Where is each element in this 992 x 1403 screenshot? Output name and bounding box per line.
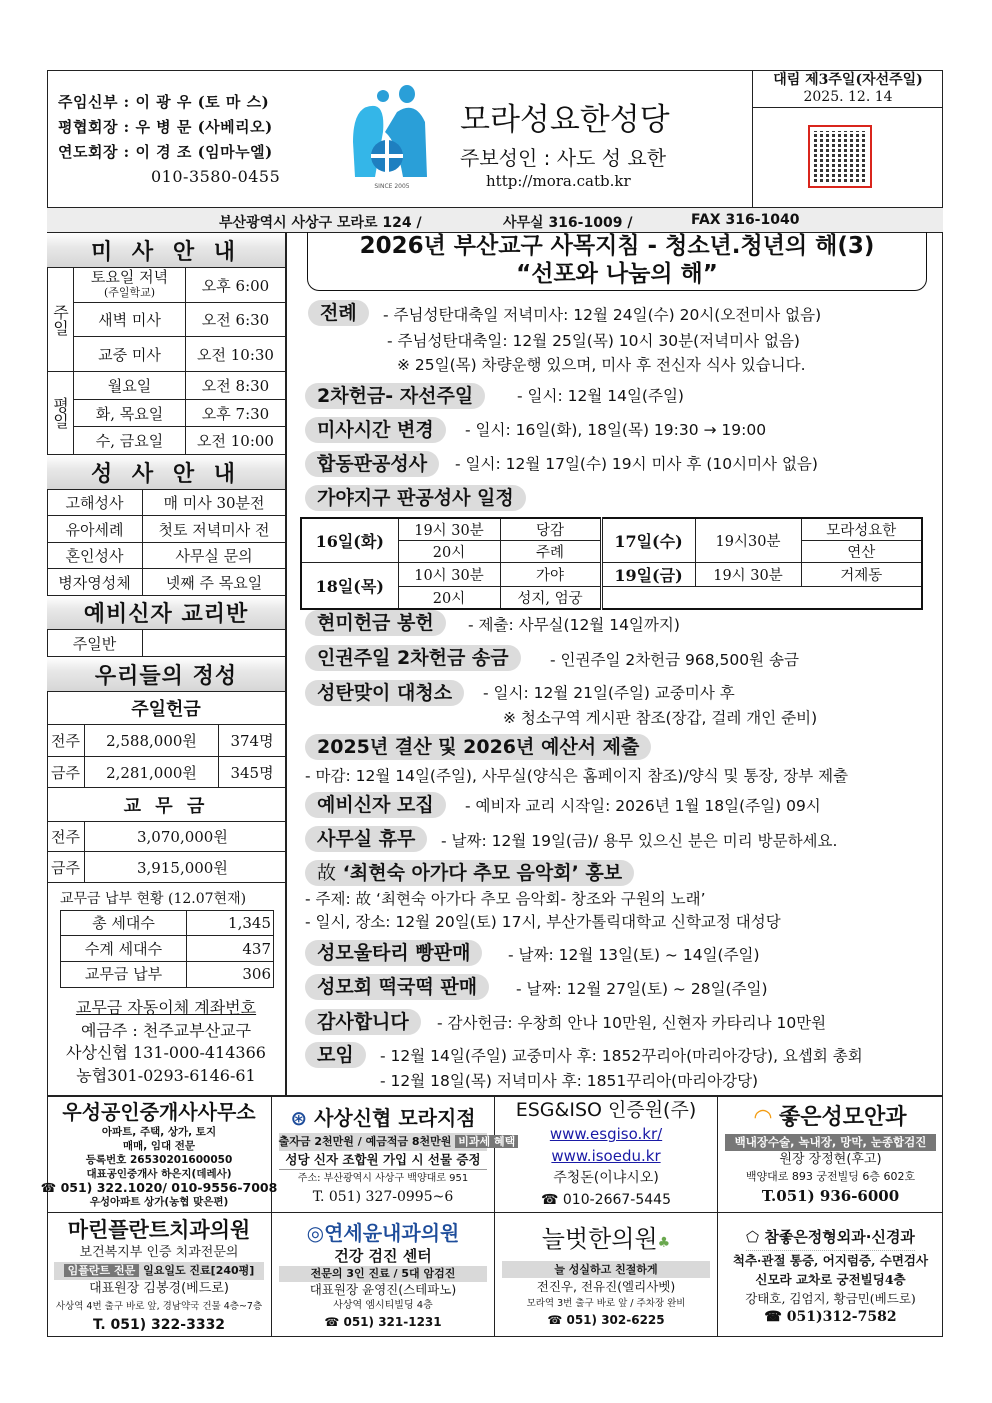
mass-row [47,303,285,337]
liturgy-note: ※ 25일(목) 차량운행 있으며, 미사 후 전신자 식사 있습니다. [397,356,806,374]
sacrament-row [47,569,285,596]
church-name: 모라성요한성당 [460,102,670,138]
meeting-line: - 12월 18일(목) 저녁미사 후: 1851꾸리아(마리아강당) [380,1072,759,1090]
ad-band-tag: 비과세 혜택 [455,1135,518,1148]
pastoral-theme-title: 2026년 부산교구 사목지침 - 청소년.청년의 해(3) [359,233,875,259]
collection-people: 345명 [219,757,285,788]
ad-line: 대표공인중개사 하은지(데레사) [86,1168,232,1180]
meeting-line: - 12월 14일(주일) 교중미사 후: 1852꾸리아(마리아강당), 요셉회 총회 [380,1047,863,1065]
fax-number: FAX 316-1040 [691,212,800,228]
catechumen-info [143,630,285,657]
gaya-parish: 당감 [500,518,601,541]
gaya-time: 10시 30분 [398,563,500,587]
ad-title: 참좋은정형외과·신경과 [764,1227,915,1246]
ad-title: 연세윤내과의원 [324,1221,460,1245]
thanks-text: - 감사헌금: 우창희 안나 10만원, 신현자 카타리나 10만원 [437,1014,827,1032]
ad-title: 늘벗한의원 [541,1225,658,1253]
section-rice-offering: 현미헌금 봉헌 [305,610,446,636]
ad-band: 출자금 2천만원 / 예금적금 8천만원 [278,1134,452,1148]
sacrament-info: 첫토 저녁미사 전 [143,516,285,543]
section-ricecake-sale: 성모회 떡국떡 판매 [305,974,489,1000]
church-website-link[interactable]: http://mora.catb.kr [486,172,631,190]
section-memorial-concert [305,860,634,886]
budget-text: - 마감: 12월 14일(주일), 사무실(양식은 홈페이지 참조)/양식 및 통장, 장부 제출 [305,767,849,785]
ad-phone: ☎ 051)312-7582 [764,1308,897,1325]
sacrament-info: 매 미사 30분전 [143,490,285,516]
collection-week: 금주 [47,757,85,788]
gaya-parish: 주례 [500,541,601,563]
catechumen-title: 예비신자 교리반 [47,596,285,630]
mass-row [47,427,285,455]
ad-dental [47,1213,272,1337]
dues-row [47,822,285,852]
church-phone: 010-3580-0455 [151,167,281,186]
catechumen-class: 주일반 [47,630,143,657]
ad-line: 대표원장 윤영진(스테파노) [309,1282,457,1297]
ad-band-tag: 임플란트 전문 [64,1264,140,1277]
ad-line: 대표원장 김봉경(베드로) [89,1281,229,1296]
gaya-time: 20시 [398,587,500,610]
concert-prefix: 故 [317,862,337,884]
mass-row [47,268,285,303]
mass-time: 오전 10:30 [186,337,285,372]
sacrament-row [47,490,285,516]
sacrament-name: 고해성사 [47,490,143,516]
account-number-shinhyup: 사상신협 131-000-414366 [66,1043,266,1062]
gaya-time: 19시 30분 [695,563,801,587]
office-phone: 사무실 316-1009 / [503,215,633,231]
rice-offering-text: - 제출: 사무실(12월 14일까지) [468,616,680,634]
dues-amount: 3,070,000원 [85,822,285,852]
catechumen-row [47,630,285,657]
orthopedics-logo-icon: ⬠ [746,1227,760,1246]
gaya-date: 18일(목) [301,563,398,610]
status-value: 437 [242,940,271,958]
ad-band: 백내장수술, 녹내장, 망막, 눈종합검진 [725,1134,937,1151]
gaya-parish: 가야 [500,563,601,587]
ad-eye-clinic [718,1096,943,1213]
patron-saint: 주보성인 : 사도 성 요한 [460,146,667,170]
section-penance: 합동판공성사 [305,451,439,477]
gaya-parish: 모라성요한 [801,518,922,541]
liturgy-line: - 주님성탄대축일 저녁미사: 12월 24일(수) 20시(오전미사 없음) [383,306,822,324]
ad-line: 주소: 부산광역시 사상구 백양대로 951 [297,1172,469,1184]
staff-council-president: 평협회장 : 우 병 문 (사베리오) [58,118,273,136]
ad-title: ESG&ISO 인증원(주) [515,1099,697,1121]
yonsei-logo-icon: ◎ [306,1221,325,1245]
address-bar [47,207,943,233]
collection-row [47,757,285,788]
ad-title: 우성공인중개사사무소 [62,1100,256,1124]
gaya-penance-table [300,517,923,610]
human-rights-text: - 인권주일 2차헌금 968,500원 송금 [550,651,799,669]
dues-title: 교 무 금 [47,788,285,822]
ad-title: 사상신협 모라지점 [314,1105,476,1130]
concert-line: - 주제: 故 ‘최현숙 아가다 추모 음악회- 창조와 구원의 노래’ [305,890,706,908]
collection-people: 374명 [219,725,285,757]
ad-line: 사상역 4번 출구 바로 앞, 경남약국 건물 4층~7층 [55,1301,263,1312]
ad-title: 마린플란트치과의원 [67,1218,251,1242]
ad-line: 아파트, 주택, 상가, 토지 [101,1126,217,1138]
sunday-label: 주일 [47,268,74,372]
isoedu-link[interactable]: www.isoedu.kr [551,1147,661,1165]
bulletin-date: 2025. 12. 14 [803,89,893,105]
section-liturgy: 전례 [308,300,369,326]
ad-phone: ☎ 051) 321-1231 [324,1315,442,1329]
gaya-time: 19시30분 [695,518,801,563]
ad-line: 척추·관절 통증, 어지럼증, 수면검사 [732,1252,929,1268]
penance-text: - 일시: 12월 17일(수) 19시 미사 후 (10시미사 없음) [455,455,818,473]
cleaning-text: - 일시: 12월 21일(주일) 교중미사 후 [483,684,735,702]
ad-phone: T. 051) 327-0995~6 [312,1188,454,1205]
account-number-nonghyup: 농협301-0293-6146-61 [76,1065,256,1085]
ad-line: 등록번호 26530201600050 [85,1154,233,1166]
ad-line: 사상역 엠시티빌딩 4층 [333,1300,433,1311]
mass-name: 화, 목요일 [74,400,186,427]
section-thanks: 감사합니다 [305,1009,421,1035]
account-holder: 예금주 : 천주교부산교구 [80,1020,252,1040]
ad-credit-union [272,1096,516,1213]
ad-band: 일요일도 진료[240평] [143,1264,255,1277]
gaya-time: 20시 [398,541,500,563]
office-closed-text: - 날짜: 12월 19일(금)/ 용무 있으신 분은 미리 방문하세요. [441,832,838,850]
ad-line: 백양대로 893 궁전빌딩 6층 602호 [745,1169,916,1183]
ad-phone: T.051) 936-6000 [761,1186,900,1205]
sacrament-info: 사무실 문의 [143,543,285,569]
ad-line: 신모라 교차로 궁전빌딩4층 [755,1271,906,1287]
esgiso-link[interactable]: www.esgiso.kr/ [549,1125,663,1143]
liturgy-line: - 주님성탄대축일: 12월 25일(목) 10시 30분(저녁미사 없음) [387,332,800,350]
ad-line: 매매, 임대 전문 [122,1140,196,1152]
ad-subtitle: 건강 검진 센터 [334,1247,432,1265]
ad-band: 늘 성실하고 친절하게 [502,1261,711,1278]
section-recruit: 예비신자 모집 [305,792,446,818]
sacrament-row [47,543,285,569]
gaya-date: 17일(수) [601,518,695,563]
section-bread-sale: 성모울타리 빵판매 [305,940,482,966]
ad-phone: ☎ 051) 322.1020/ 010-9556-7008 [40,1180,278,1195]
ad-title: 좋은성모안과 [779,1104,907,1130]
logo-figures-icon [345,82,440,192]
status-value: 306 [242,965,271,983]
section-budget: 2025년 결산 및 2026년 예산서 제출 [305,734,651,760]
dues-week: 전주 [47,822,85,852]
gaya-time: 19시 30분 [398,518,500,541]
dues-week: 금주 [47,852,85,883]
ad-line: 원장 장정현(후고) [779,1151,882,1167]
status-value: 1,345 [228,914,271,932]
ricecake-sale-text: - 날짜: 12월 27일(토) ~ 28일(주일) [516,980,768,998]
ad-korean-medicine [495,1213,718,1337]
mass-row [47,337,285,372]
mass-note: (주일학교) [103,286,156,299]
mass-name: 새벽 미사 [74,303,186,337]
qr-code-icon[interactable] [808,125,872,188]
dues-status-table [60,910,274,988]
staff-pastor: 주임신부 : 이 광 우 (토 마 스) [58,93,270,111]
section-second-collection: 2차헌금- 자선주일 [305,383,485,409]
mass-change-text: - 일시: 16일(화), 18일(목) 19:30 → 19:00 [465,421,767,439]
dues-row [47,852,285,883]
ad-esg-iso [495,1096,718,1213]
mass-time: 오후 6:00 [186,268,285,303]
sacrament-name: 유아세례 [47,516,143,543]
mass-schedule-title: 미 사 안 내 [47,233,285,268]
ad-line: 전진우, 전유진(엘리사벳) [536,1279,676,1294]
ad-phone: ☎ 051) 302-6225 [547,1313,665,1327]
second-collection-text: - 일시: 12월 14일(주일) [517,387,684,405]
bread-sale-text: - 날짜: 12월 13일(토) ~ 14일(주일) [508,946,760,964]
ad-realestate [40,1096,278,1213]
section-human-rights: 인권주일 2차헌금 송금 [305,645,521,671]
ad-line: 보건복지부 인증 치과전문의 [79,1245,239,1260]
weekday-label: 평일 [47,372,74,455]
ad-phone: ☎ 010-2667-5445 [541,1192,671,1208]
section-office-closed: 사무실 휴무 [305,826,427,852]
mass-name: 월요일 [74,372,186,400]
sacrament-info: 넷째 주 목요일 [143,569,285,596]
liturgical-week: 대림 제3주일(자선주일) [773,72,923,88]
mass-name: 교중 미사 [74,337,186,372]
sacrament-row [47,516,285,543]
church-logo [345,82,440,192]
pastoral-theme-subtitle: “선포와 나눔의 해” [516,261,718,287]
collection-amount: 2,281,000원 [85,757,219,788]
collection-row [47,725,285,757]
section-mass-change: 미사시간 변경 [305,417,446,443]
staff-yeondo-president: 연도회장 : 이 경 조 (임마누엘) [58,143,273,161]
mass-row [47,372,285,400]
status-label: 총 세대수 [61,911,187,935]
cleaning-note: ※ 청소구역 게시판 참조(장갑, 걸레 개인 준비) [503,709,818,727]
ad-line: 주청돈(이냐시오) [553,1170,659,1186]
ad-line: 성당 신자 조합원 가입 시 선물 증정 [279,1151,488,1170]
gaya-date: 16일(화) [301,518,398,563]
sacrament-name: 혼인성사 [47,543,143,569]
dues-amount: 3,915,000원 [85,852,285,883]
sacraments-title: 성 사 안 내 [47,455,285,490]
sacrament-name: 병자영성체 [47,569,143,596]
concert-label: ‘최현숙 아가다 추모 음악회’ 홍보 [342,862,623,884]
pastoral-theme-box [307,232,927,291]
status-label: 수계 세대수 [61,936,187,961]
status-label: 교무금 납부 [61,962,187,987]
gaya-empty-cell [601,587,922,610]
section-meetings: 모임 [305,1042,366,1068]
section-gaya-penance: 가야지구 판공성사 일정 [305,485,526,511]
ad-orthopedics [718,1213,943,1337]
recruit-text: - 예비자 교리 시작일: 2026년 1월 18일(주일) 09시 [465,797,821,815]
gaya-parish: 거제동 [801,563,922,587]
concert-line: - 일시, 장소: 12월 20일(토) 17시, 부산가톨릭대학교 신학교정 대성당 [305,913,781,931]
sunday-collection-title: 주일헌금 [47,692,285,725]
ad-band: 전문의 3인 진료 / 5대 암검진 [279,1266,488,1282]
offerings-title: 우리들의 정성 [47,657,285,692]
logo-text: SINCE 2005 [374,183,410,190]
mass-time: 오전 10:00 [186,427,285,455]
ad-internal-medicine [272,1213,495,1337]
auto-transfer-title: 교무금 자동이체 계좌번호 [75,998,257,1017]
collection-amount: 2,588,000원 [85,725,219,757]
credit-union-logo-icon: ⊛ [290,1105,308,1130]
eye-clinic-logo-icon: ◠ [754,1104,772,1130]
dues-status-title: 교무금 납부 현황 (12.07현재) [60,891,247,907]
ad-phone: T. 051) 322-3332 [92,1317,226,1333]
gaya-date: 19일(금) [601,563,695,587]
mass-time: 오전 6:30 [186,303,285,337]
ad-line: 강태호, 김엄지, 황금민(베드로) [745,1290,916,1306]
mass-time: 오전 8:30 [186,372,285,400]
collection-week: 전주 [47,725,85,757]
mass-name: 수, 금요일 [74,427,186,455]
ad-line: 우성아파트 상가(농협 맞은편) [89,1196,229,1208]
mass-row [47,400,285,427]
mass-time: 오후 7:30 [186,400,285,427]
church-address: 부산광역시 사상구 모라로 124 / [219,215,422,231]
section-cleaning: 성탄맞이 대청소 [305,680,464,706]
gaya-parish: 연산 [801,541,922,563]
mass-name: 토요일 저녁 [90,268,169,286]
sprout-icon: ♣ [657,1235,671,1251]
gaya-parish: 성지, 엄궁 [500,587,601,610]
ad-line: 모라역 3번 출구 바로 앞 / 주차장 완비 [526,1298,686,1309]
